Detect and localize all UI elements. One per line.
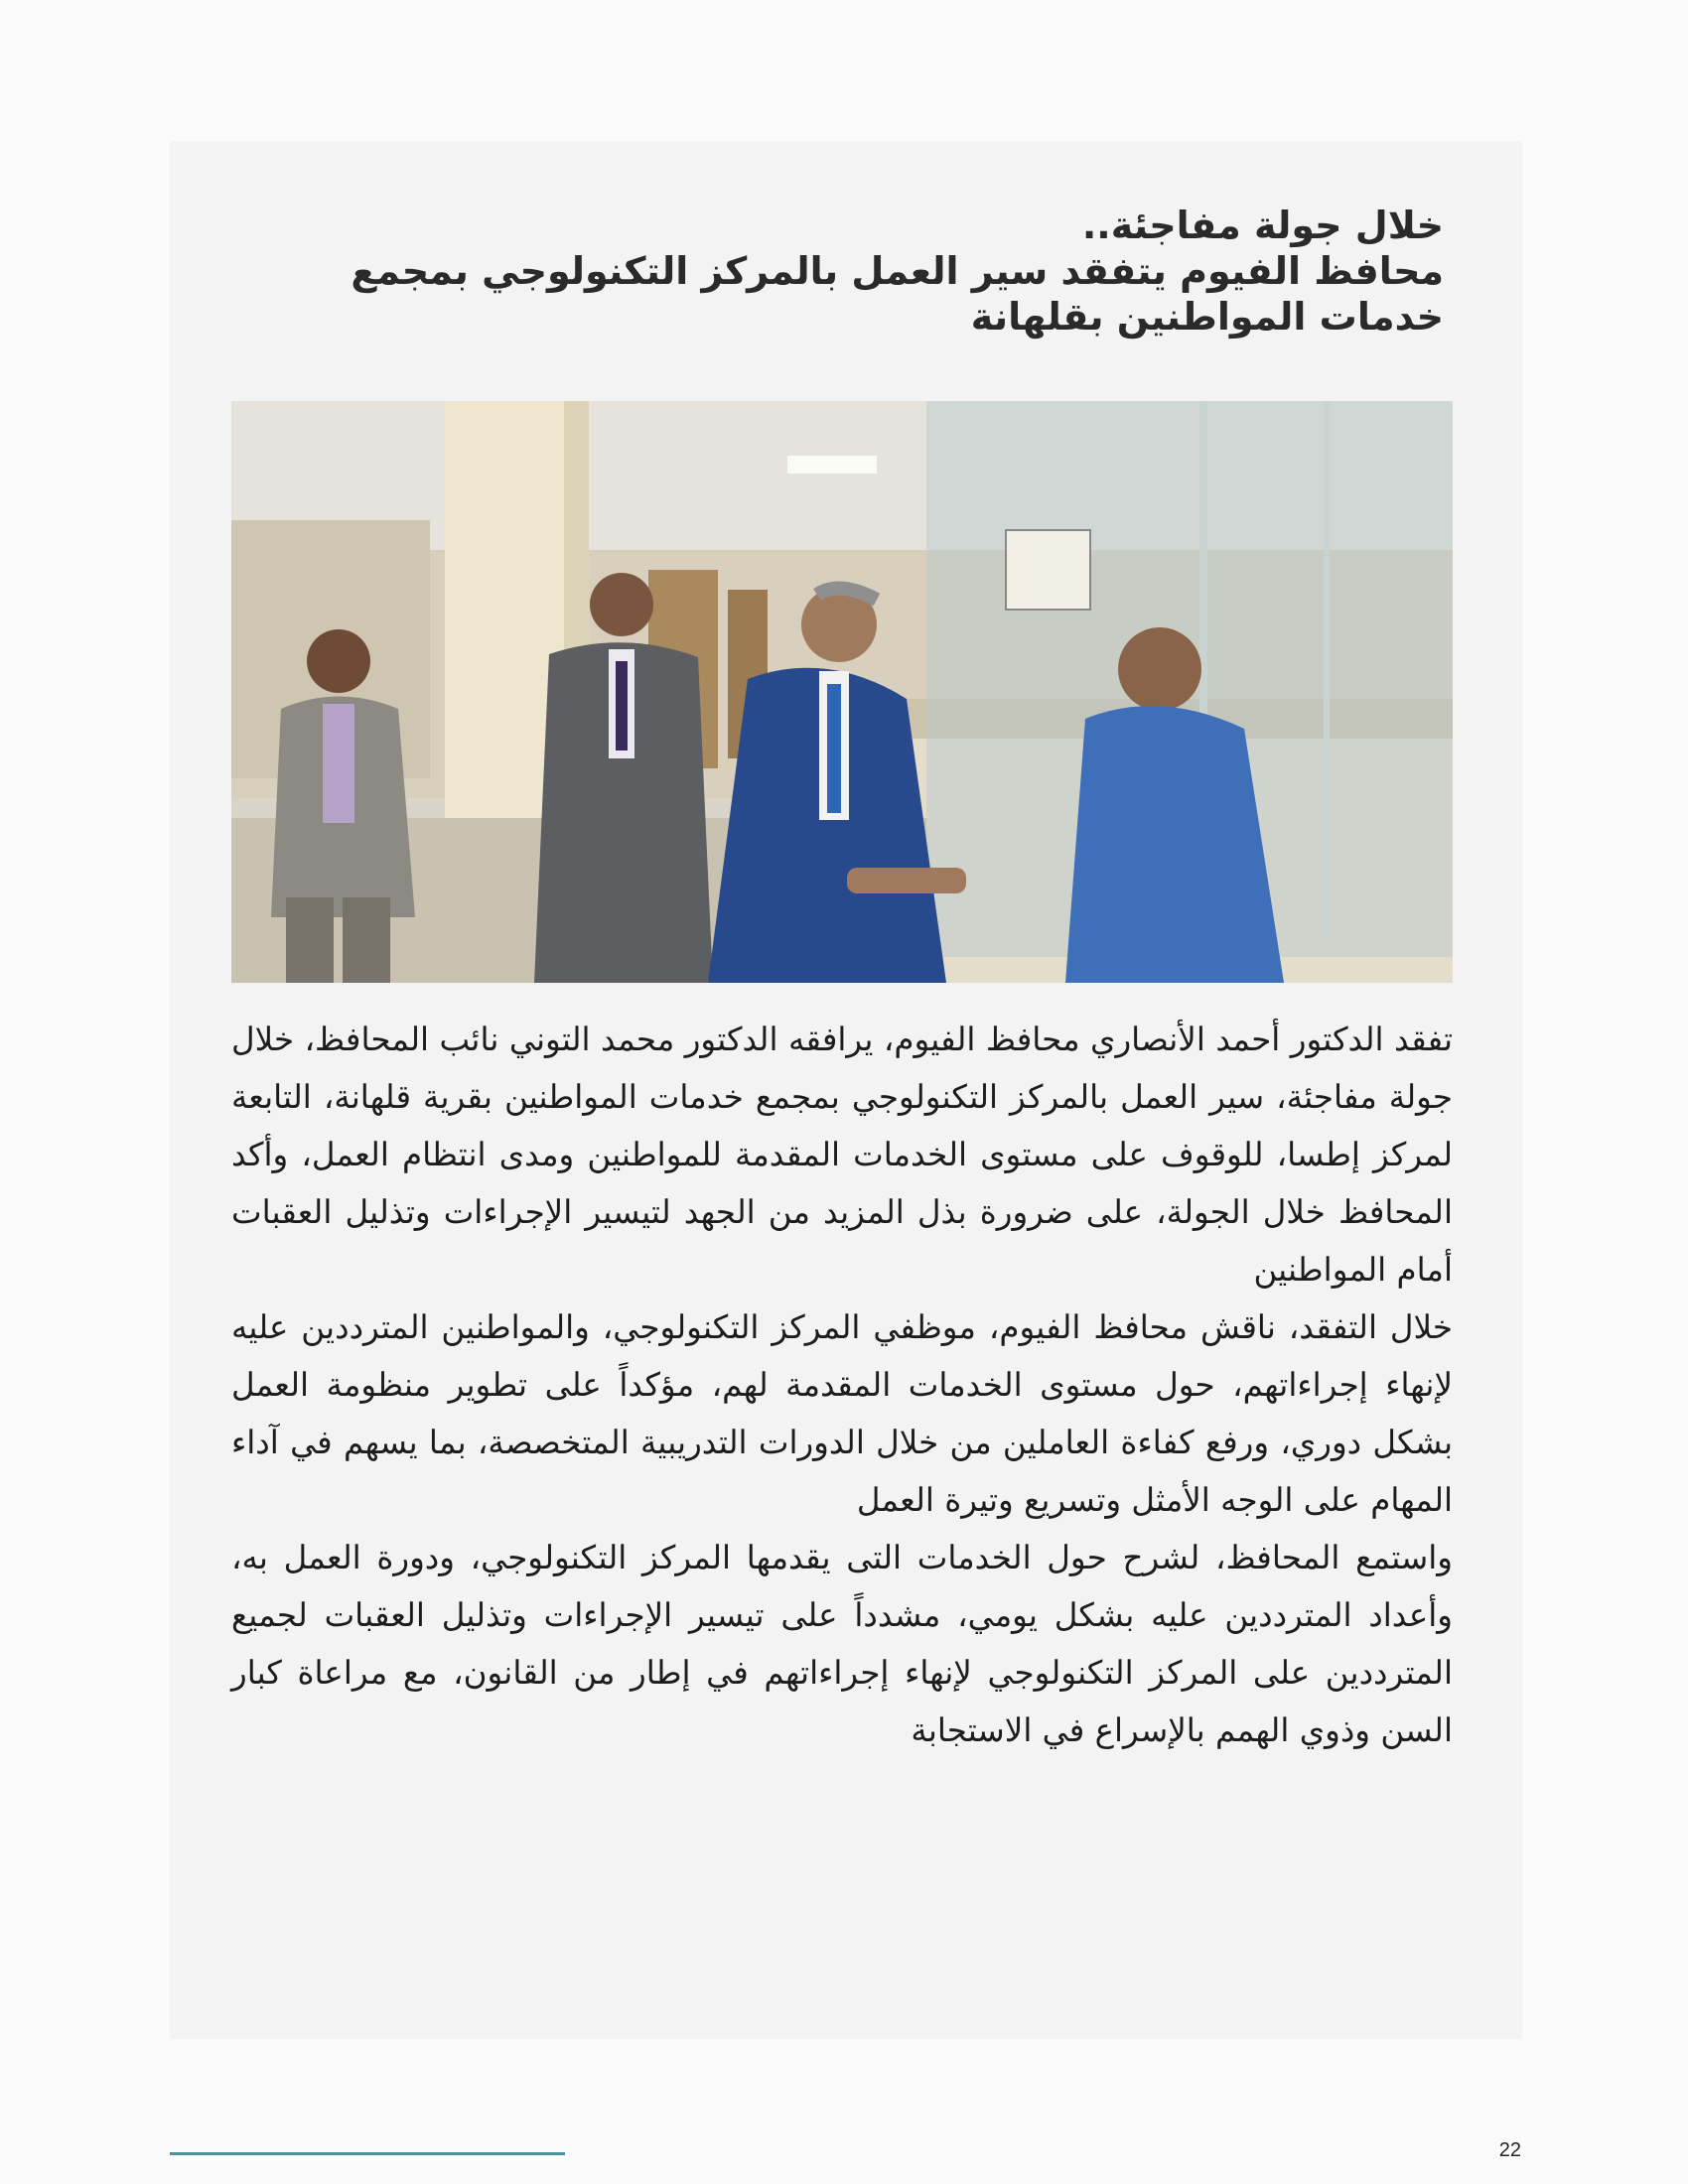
article-paragraph-1: تفقد الدكتور أحمد الأنصاري محافظ الفيوم، يرافقه الدكتور محمد التوني نائب المحافظ، خلال جولة مفاجئة، سير العمل بالمركز التكنولوجي بمجمع خدمات المواطنين بقرية قلهانة، التابعة لمركز إطسا، للوقوف على مستوى الخدمات المقدمة للمواطنين ومدى انتظام العمل، وأكد المحافظ خلال الجولة، على ضرورة بذل المزيد من الجهد لتيسير الإجراءات وتذليل العقبات أمام المواطنين: [231, 1021, 1453, 1289]
headline-title: محافظ الفيوم يتفقد سير العمل بالمركز التكنولوجي بمجمع خدمات المواطنين بقلهانة: [351, 249, 1444, 339]
article-headline: [230, 203, 1444, 340]
photo-illustration: [231, 401, 1453, 983]
article-paragraph-2: خلال التفقد، ناقش محافظ الفيوم، موظفي المركز التكنولوجي، والمواطنين المترددين عليه لإنهاء إجراءاتهم، حول مستوى الخدمات المقدمة لهم، مؤكداً على تطوير منظومة العمل بشكل دوري، ورفع كفاءة العاملين من خلال الدورات التدريبية المتخصصة، بما يسهم في آداء المهام على الوجه الأمثل وتسريع وتيرة العمل: [231, 1308, 1453, 1519]
article-body: [231, 1011, 1453, 1759]
page-number: 22: [1498, 2139, 1521, 2161]
article-paragraph-3: واستمع المحافظ، لشرح حول الخدمات التى يقدمها المركز التكنولوجي، ودورة العمل به، وأعداد المترددين عليه بشكل يومي، مشدداً على تيسير الإجراءات وتذليل العقبات لجميع المترددين على المركز التكنولوجي لإنهاء إجراءاتهم في إطار من القانون، مع مراعاة كبار السن وذوي الهمم بالإسراع في الاستجابة: [231, 1539, 1453, 1749]
headline-kicker: خلال جولة مفاجئة..: [1081, 204, 1444, 247]
article-photo: [231, 401, 1453, 983]
footer-rule: [170, 2152, 565, 2155]
